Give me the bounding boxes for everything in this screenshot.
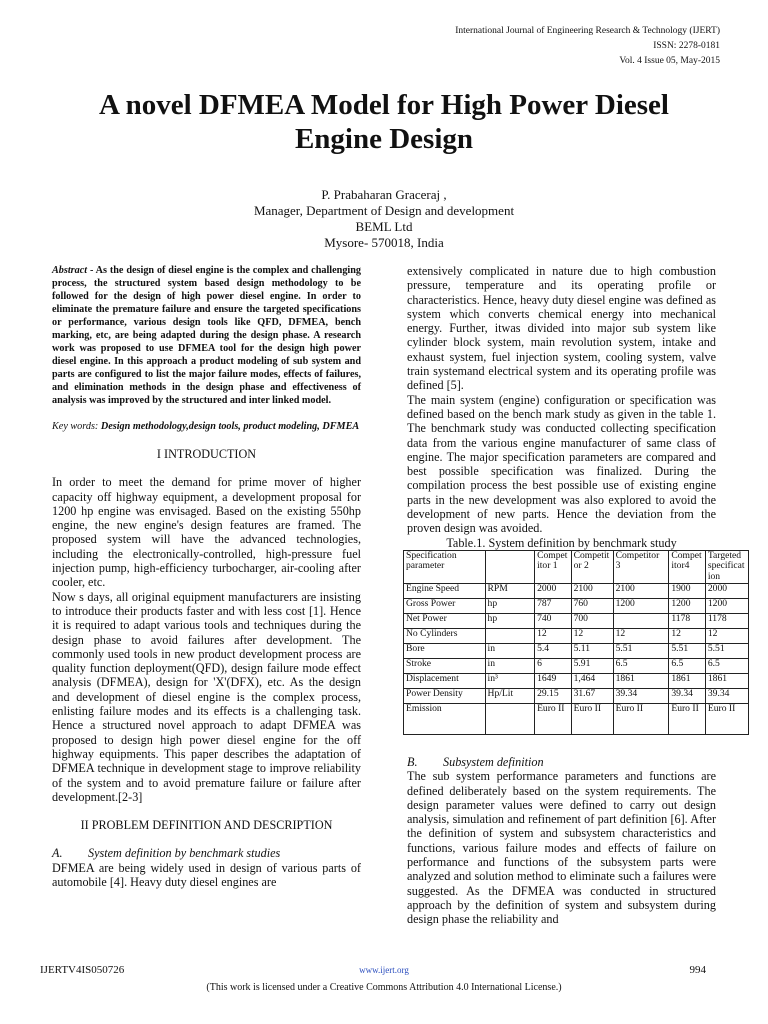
table-cell: 39.34: [669, 688, 706, 703]
subsection-heading-b: [407, 755, 716, 769]
table-row: [404, 628, 749, 643]
table-cell: hp: [485, 613, 535, 628]
subsection-number: B.: [407, 754, 418, 769]
table-cell: Euro II: [613, 703, 669, 734]
table-row: [404, 598, 749, 613]
table-cell: Specification parameter: [404, 550, 486, 583]
table-cell: Power Density: [404, 688, 486, 703]
table-cell: Net Power: [404, 613, 486, 628]
table-cell: in: [485, 643, 535, 658]
intro-paragraph-2: Now s days, all original equipment manufacturers are insisting to introduce their products faster and with less cost [1]. Hence it is required to adapt various tools and techniques during the design phase to avoid failures after development. The commonly used tools in new product development process are quality function deployment(QFD), design failure mode effect analysis (DFMEA), design for 'X'(DFX), etc. As the design and development of diesel engine is the complex process, enlisting failure modes and its effects is a challenging task. Hence a structured novel approach to adapt DFMEA was proposed to design high power diesel engine for the off highway equipments. This paper describes the adaptation of DFMEA technique in development stage to improve reliability of the system and to avoid premature failure or failure after development.[2-3]: [52, 589, 361, 804]
table-cell: 2000: [705, 583, 748, 598]
intro-paragraph-1: In order to meet the demand for prime mover of higher capacity off highway equipment, a development proposal for 1200 hp engine was envisaged. Based on the existing 550hp engine, the new engine's design features are framed. The proposed system will have the advanced technologies, including the electronically-controlled, high-pressure fuel injection pump, high-efficiency turbocharger, air-cooling after cooler, etc.: [52, 475, 361, 590]
table-cell: No Cylinders: [404, 628, 486, 643]
table-cell: 12: [571, 628, 613, 643]
table-cell: 12: [705, 628, 748, 643]
subsection-title: System definition by benchmark studies: [88, 846, 281, 861]
table-cell: Compet itor 1: [535, 550, 572, 583]
table-cell: 6: [535, 658, 572, 673]
table-cell: Euro II: [669, 703, 706, 734]
table-row: [404, 583, 749, 598]
paper-id: IJERTV4IS050726: [40, 964, 125, 976]
table-row: [404, 688, 749, 703]
table-cell: Euro II: [705, 703, 748, 734]
table-cell: 1200: [613, 598, 669, 613]
table-cell: in: [485, 658, 535, 673]
keywords: [52, 420, 361, 433]
left-column: [52, 264, 361, 889]
page-number: 994: [689, 964, 706, 976]
subsection-number: A.: [52, 846, 63, 861]
table-cell: 12: [613, 628, 669, 643]
keywords-label: Key words:: [52, 421, 101, 432]
table-cell: 29.15: [535, 688, 572, 703]
table-cell: 39.34: [705, 688, 748, 703]
abstract: [52, 264, 361, 407]
abstract-text: - As the design of diesel engine is the complex and challenging process, the structured system based design methodology to be followed for the design of high power diesel engine. In order to eliminate the premature failure and ensure the targeted specifications or performance, various design tools like QFD, DFMEA, bench marking, etc, are being adapted during the design phase. A research work was proposed to use DFMEA tool for the design high power diesel engine. In this approach a product modeling of sub system and parts are configured to list the major failure modes, effects of failures, and elimination methods in the design phase and effectiveness of analysis was improved by the structured and inter linked model.: [52, 265, 361, 406]
table-row: [404, 673, 749, 688]
table-cell: Hp/Lit: [485, 688, 535, 703]
table-cell: [485, 550, 535, 583]
journal-url-link[interactable]: www.ijert.org: [359, 965, 409, 975]
table-cell: 760: [571, 598, 613, 613]
table-cell: 1861: [705, 673, 748, 688]
table-cell: 700: [571, 613, 613, 628]
table-cell: 740: [535, 613, 572, 628]
table-cell: 1861: [613, 673, 669, 688]
author-position: Manager, Department of Design and development: [253, 203, 515, 218]
table-cell: 1900: [669, 583, 706, 598]
table-cell: in³: [485, 673, 535, 688]
table-row: [404, 703, 749, 734]
table-cell: 6.5: [669, 658, 706, 673]
table-cell: [485, 628, 535, 643]
table-cell: 1861: [669, 673, 706, 688]
table-cell: 5.4: [535, 643, 572, 658]
table-header-row: [404, 550, 749, 583]
table-cell: 787: [535, 598, 572, 613]
table-cell: 39.34: [613, 688, 669, 703]
table-cell: Competit or 2: [571, 550, 613, 583]
table-cell: 1649: [535, 673, 572, 688]
table-cell: Stroke: [404, 658, 486, 673]
table-cell: Euro II: [535, 703, 572, 734]
table-cell: 6.5: [613, 658, 669, 673]
author-address: Mysore- 570018, India: [324, 235, 444, 250]
table-cell: 1178: [669, 613, 706, 628]
subsection-title: Subsystem definition: [443, 754, 544, 769]
table-row: [404, 613, 749, 628]
table-cell: 2100: [613, 583, 669, 598]
table-cell: hp: [485, 598, 535, 613]
section-heading-problem: II PROBLEM DEFINITION AND DESCRIPTION: [80, 818, 333, 833]
table-cell: Targeted specificat ion: [705, 550, 748, 583]
author-name: P. Prabaharan Graceraj ,: [321, 187, 447, 202]
subsection-a-text: DFMEA are being widely used in design of various parts of automobile [4]. Heavy duty diesel engines are: [52, 860, 361, 890]
table-cell: Competitor 3: [613, 550, 669, 583]
table-row: [404, 643, 749, 658]
table-cell: 5.11: [571, 643, 613, 658]
table-cell: 2000: [535, 583, 572, 598]
journal-header: [455, 24, 720, 69]
benchmark-table: [403, 550, 749, 735]
table-cell: 1200: [705, 598, 748, 613]
author-org: BEML Ltd: [355, 219, 413, 234]
table-cell: 1200: [669, 598, 706, 613]
table-cell: [485, 703, 535, 734]
table-cell: Emission: [404, 703, 486, 734]
table-cell: 5.91: [571, 658, 613, 673]
table-cell: Bore: [404, 643, 486, 658]
keywords-text: Design methodology,design tools, product modeling, DFMEA: [100, 421, 360, 432]
table-cell: 5.51: [613, 643, 669, 658]
issn: ISSN: 2278-0181: [653, 41, 720, 51]
table-cell: 12: [669, 628, 706, 643]
table-cell: 5.51: [669, 643, 706, 658]
table-cell: Engine Speed: [404, 583, 486, 598]
table-cell: Gross Power: [404, 598, 486, 613]
table-cell: Euro II: [571, 703, 613, 734]
body-paragraph: extensively complicated in nature due to high combustion pressure, temperature and its operating profile or characteristics. Hence, heavy duty diesel engine was defined as system which converts chemical energy into mechanical energy. Further, itwas divided into major sub system like cylinder block system, main revolution system, intake and exhaust system, fuel injection system, cooling system, valve train systemand electrical system and its operating profile was defined [5].: [407, 264, 716, 393]
table-cell: Displacement: [404, 673, 486, 688]
right-column: [406, 264, 745, 927]
license-notice: (This work is licensed under a Creative Commons Attribution 4.0 International License.): [206, 982, 562, 993]
table-cell: 1178: [705, 613, 748, 628]
subsection-b-text: The sub system performance parameters and functions are defined deliberately based on the system requirements. The design parameter values were defined to carry out design analysis, simulation and refinement of part definition [6]. After the definition of system and subsystem characteristics and functions, various failure modes and effects of failure on performance and functions of the subsystem parts were analyzed and solution method to eliminate such a failures were suggested. As the DFMEA was conducted in structured approach by the definition of system and subsystem during design phase the reliability and: [407, 769, 716, 927]
paper-title: [40, 88, 728, 156]
title-line-1: A novel DFMEA Model for High Power Diesel: [98, 89, 669, 121]
journal-name: International Journal of Engineering Research & Technology (IJERT): [455, 26, 720, 36]
author-block: [120, 187, 648, 251]
volume-issue: Vol. 4 Issue 05, May-2015: [619, 56, 720, 66]
table-row: [404, 658, 749, 673]
table-cell: 12: [535, 628, 572, 643]
table-cell: RPM: [485, 583, 535, 598]
table-cell: [613, 613, 669, 628]
table-cell: 5.51: [705, 643, 748, 658]
table-cell: 2100: [571, 583, 613, 598]
table-cell: 1,464: [571, 673, 613, 688]
subsection-heading-a: [52, 846, 361, 860]
body-paragraph: The main system (engine) configuration or specification was defined based on the bench mark study as given in the table 1. The benchmark study was conducted collecting specification data from the various engine manufacturer of same class of engine. The major specification parameters are compared and best possible specification was finalized. During the compilation process the best possible use of existing engine parts in the new development was also explored to avoid the development of new parts. Hence the deviation from the proven design was avoided.: [407, 392, 716, 536]
abstract-label: Abstract: [52, 265, 88, 276]
table-cell: 31.67: [571, 688, 613, 703]
table-cell: Compet itor4: [669, 550, 706, 583]
table-cell: 6.5: [705, 658, 748, 673]
section-heading-introduction: I INTRODUCTION: [156, 447, 257, 461]
title-line-2: Engine Design: [294, 123, 474, 155]
table-caption: Table.1. System definition by benchmark study: [446, 535, 677, 550]
